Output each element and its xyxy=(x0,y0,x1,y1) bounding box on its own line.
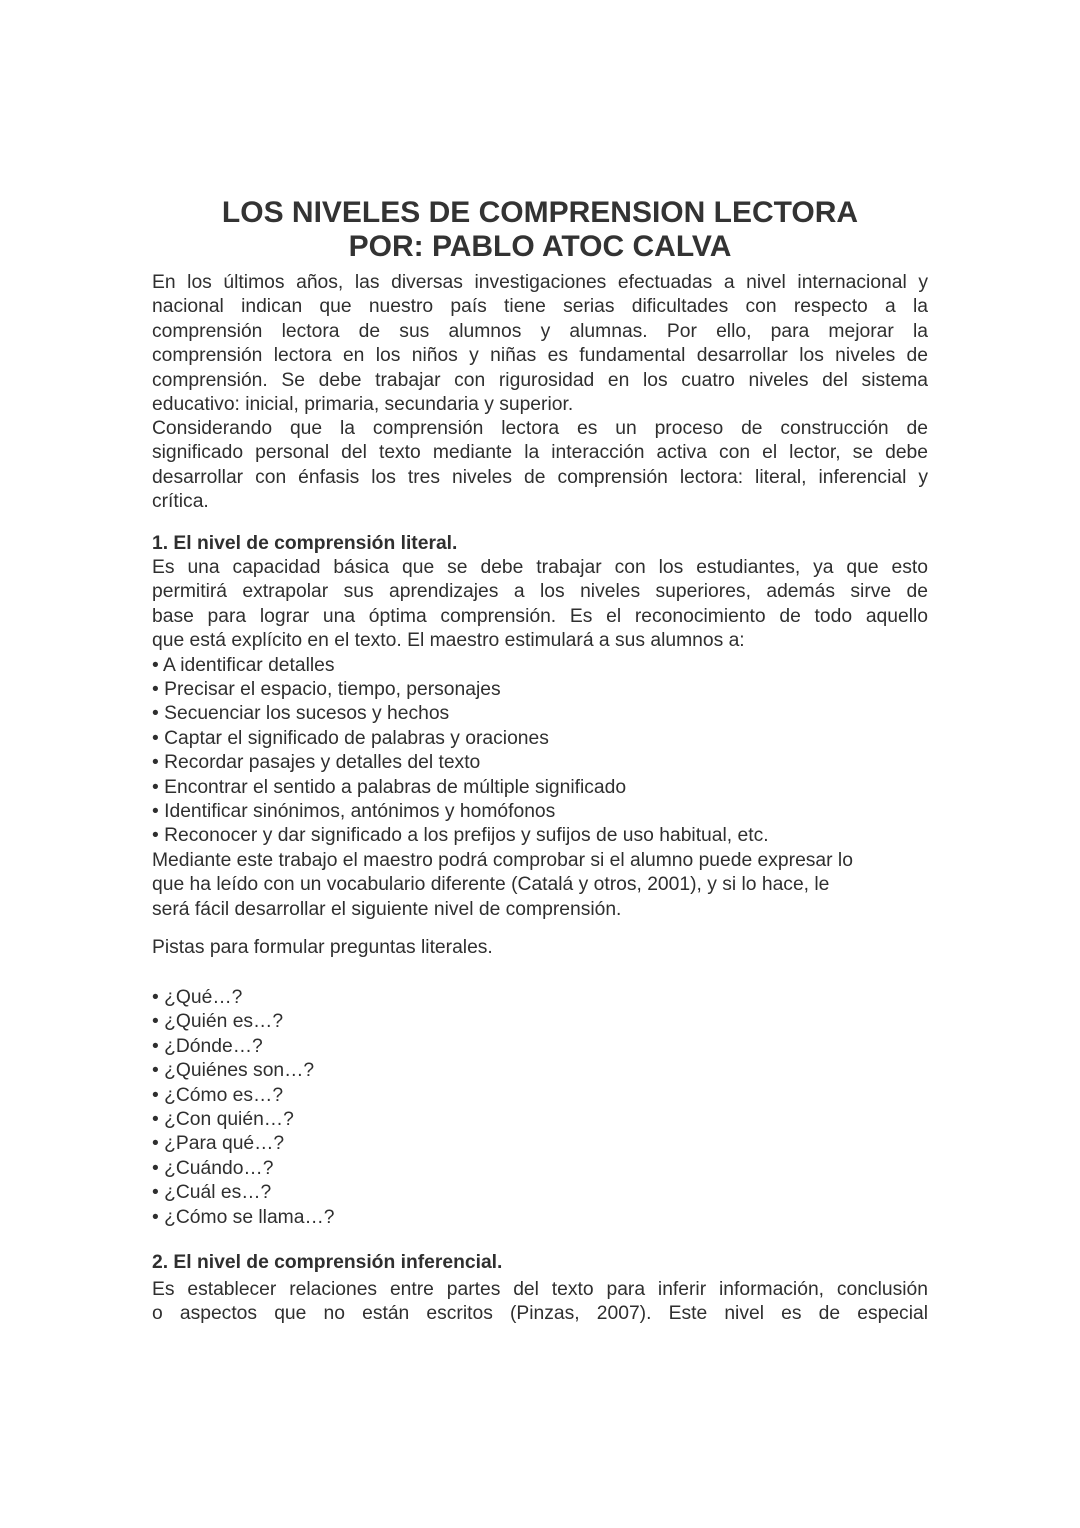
text-line: • ¿Con quién…? xyxy=(152,1108,294,1130)
text-line: • Identificar sinónimos, antónimos y homófonos xyxy=(152,800,556,822)
text-line: • ¿Quiénes son…? xyxy=(152,1060,315,1082)
section-1-closing xyxy=(152,849,928,922)
text-line: que está explícito en el texto. El maestro estimulará a sus alumnos a: xyxy=(152,630,745,652)
text-line: • ¿Cómo es…? xyxy=(152,1084,284,1106)
text-line: • ¿Quién es…? xyxy=(152,1011,284,1033)
section-2-paragraph xyxy=(152,1278,928,1327)
text-line: crítica. xyxy=(152,491,209,513)
section-1-paragraph xyxy=(152,556,928,654)
hints-title: Pistas para formular preguntas literales. xyxy=(152,937,493,958)
intro-paragraph-2 xyxy=(152,417,928,515)
text-line: • ¿Cuándo…? xyxy=(152,1157,274,1179)
literal-questions-list xyxy=(152,986,928,1230)
text-line: o aspectos que no están escritos (Pinzas, 2007). Este nivel es de especial xyxy=(152,1303,928,1325)
text-line: significado personal del texto mediante la interacción activa con el lector, se debe xyxy=(152,442,928,464)
text-line: nacional indican que nuestro país tiene serias dificultades con respecto a la xyxy=(152,296,928,318)
text-line: • ¿Cómo se llama…? xyxy=(152,1206,335,1228)
text-line: • ¿Dónde…? xyxy=(152,1035,263,1057)
text-line: que ha leído con un vocabulario diferente (Catalá y otros, 2001), y si lo hace, le xyxy=(152,874,830,896)
text-line: • Encontrar el sentido a palabras de múltiple significado xyxy=(152,776,627,798)
text-line: • Reconocer y dar significado a los prefijos y sufijos de uso habitual, etc. xyxy=(152,825,769,847)
text-line: comprensión. Se debe trabajar con rigurosidad en los cuatro niveles del sistema xyxy=(152,369,928,391)
text-line: Considerando que la comprensión lectora es un proceso de construcción de xyxy=(152,418,928,439)
text-line: será fácil desarrollar el siguiente nivel de comprensión. xyxy=(152,898,622,920)
text-line: educativo: inicial, primaria, secundaria y superior. xyxy=(152,393,574,415)
text-line: Es una capacidad básica que se debe trabajar con los estudiantes, ya que esto xyxy=(152,557,928,578)
text-line: permitirá extrapolar sus aprendizajes a los niveles superiores, además sirve de xyxy=(152,581,928,603)
text-line: • ¿Para qué…? xyxy=(152,1133,285,1155)
section-1-bullets xyxy=(152,654,928,849)
intro-paragraph xyxy=(152,271,928,417)
text-line: base para lograr una óptima comprensión. Es el reconocimiento de todo aquello xyxy=(152,605,928,627)
text-line: desarrollar con énfasis los tres niveles de comprensión lectora: literal, inferencial y xyxy=(152,466,928,488)
text-line: • Captar el significado de palabras y oraciones xyxy=(152,727,549,749)
text-line: • A identificar detalles xyxy=(152,654,335,676)
section-2-heading: 2. El nivel de comprensión inferencial. xyxy=(152,1252,503,1273)
document-title: LOS NIVELES DE COMPRENSION LECTORA xyxy=(221,196,859,229)
section-1-heading: 1. El nivel de comprensión literal. xyxy=(152,533,458,554)
text-line: • ¿Cuál es…? xyxy=(152,1182,272,1204)
text-line: Es establecer relaciones entre partes del texto para inferir información, conclusión xyxy=(152,1279,928,1300)
document-author: POR: PABLO ATOC CALVA xyxy=(348,230,732,263)
text-line: • ¿Qué…? xyxy=(152,987,243,1008)
text-line: comprensión lectora de sus alumnos y alumnas. Por ello, para mejorar la xyxy=(152,320,928,342)
text-line: Mediante este trabajo el maestro podrá comprobar si el alumno puede expresar lo xyxy=(152,849,853,871)
text-line: • Secuenciar los sucesos y hechos xyxy=(152,703,450,725)
text-line: En los últimos años, las diversas investigaciones efectuadas a nivel internacional y xyxy=(152,272,928,293)
text-line: comprensión lectora en los niños y niñas es fundamental desarrollar los niveles de xyxy=(152,345,928,367)
text-line: • Recordar pasajes y detalles del texto xyxy=(152,752,481,774)
text-line: • Precisar el espacio, tiempo, personajes xyxy=(152,678,501,700)
